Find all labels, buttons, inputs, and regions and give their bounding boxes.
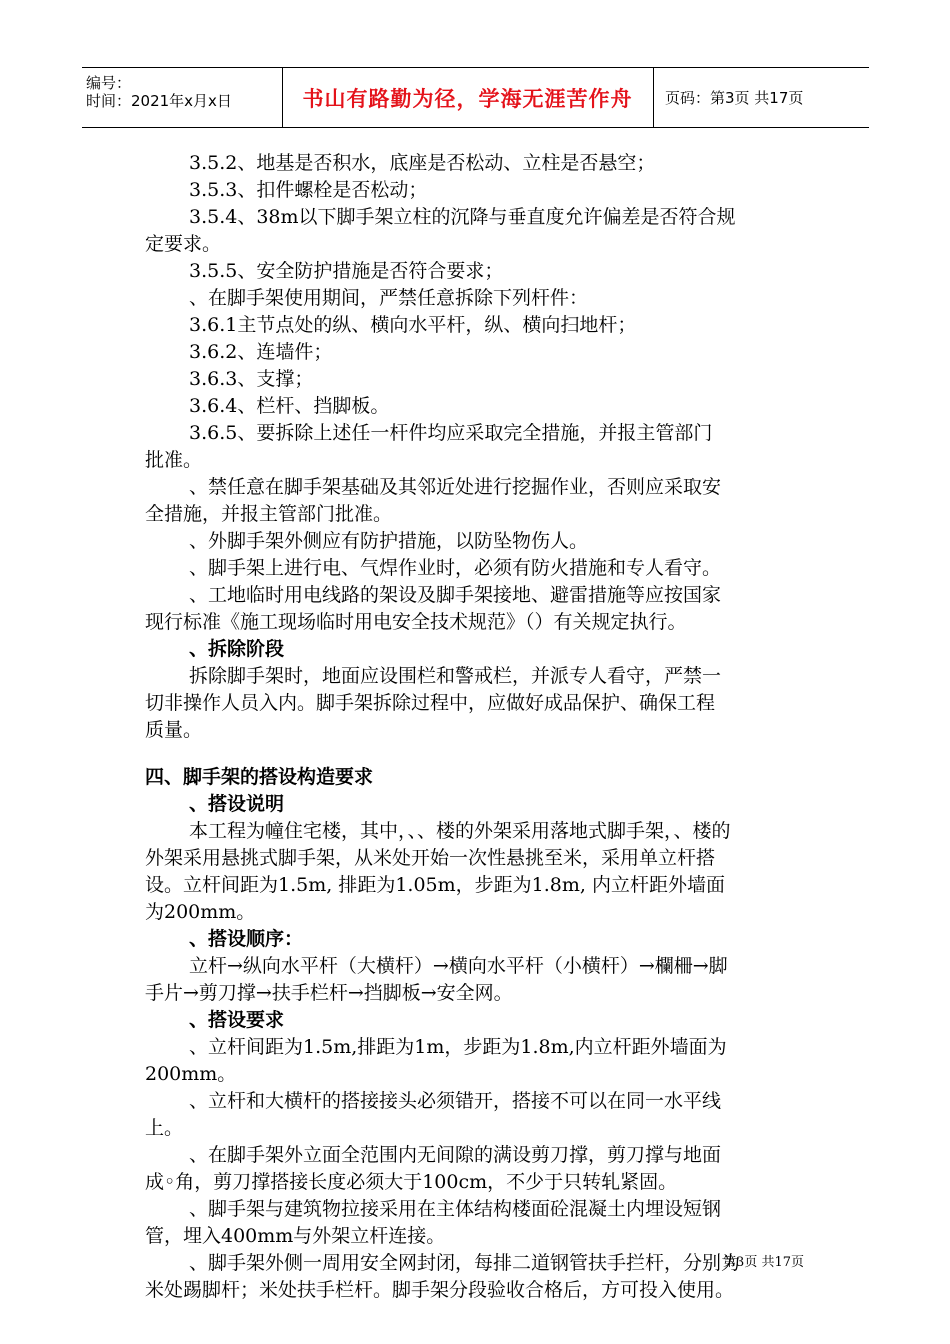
- body-line: 3.5.3、扣件螺栓是否松动；: [189, 179, 428, 201]
- body-line: 、禁任意在脚手架基础及其邻近处进行挖掘作业，否则应采取安: [189, 476, 722, 498]
- body-line: 上。: [145, 1117, 184, 1139]
- body-line: 定要求。: [145, 233, 222, 255]
- body-line: 质量。: [145, 719, 203, 741]
- body-line: 管，埋入400mm与外架立杆连接。: [145, 1225, 446, 1247]
- body-line: 、脚手架与建筑物拉接采用在主体结构楼面砼混凝土内埋设短钢: [189, 1198, 722, 1220]
- body-line: 外架采用悬挑式脚手架，从米处开始一次性悬挑至米，采用单立杆搭: [145, 847, 716, 869]
- body-line: 3.6.1主节点处的纵、横向水平杆，纵、横向扫地杆；: [189, 314, 637, 336]
- section-heading: 、拆除阶段: [189, 638, 285, 660]
- body-line: 为200mm。: [145, 901, 256, 923]
- document-body: [145, 150, 810, 1304]
- body-line: 设。立杆间距为1.5m, 排距为1.05m，步距为1.8m, 内立杆距外墙面: [145, 874, 725, 896]
- body-line: 、在脚手架使用期间，严禁任意拆除下列杆件：: [189, 287, 589, 309]
- body-line: 、脚手架上进行电、气焊作业时，必须有防火措施和专人看守。: [189, 557, 722, 579]
- page-header: [82, 67, 869, 128]
- body-line: 、外脚手架外侧应有防护措施，以防坠物伤人。: [189, 530, 589, 552]
- body-line: 米处踢脚杆；米处扶手栏杆。脚手架分段验收合格后，方可投入使用。: [145, 1279, 735, 1301]
- body-line: 3.6.5、要拆除上述任一杆件均应采取完全措施，并报主管部门: [189, 422, 713, 444]
- header-page-number: 页码：第3页 共17页: [665, 89, 804, 107]
- body-line: 、立杆和大横杆的搭接接头必须错开，搭接不可以在同一水平线: [189, 1090, 722, 1112]
- body-line: 3.5.4、38m以下脚手架立柱的沉降与垂直度允许偏差是否符合规: [189, 206, 736, 228]
- body-line: 、工地临时用电线路的架设及脚手架接地、避雷措施等应按国家: [189, 584, 722, 606]
- body-line: 3.6.4、栏杆、挡脚板。: [189, 395, 390, 417]
- header-page-cell: [653, 68, 869, 127]
- body-line: 、在脚手架外立面全范围内无间隙的满设剪刀撑，剪刀撑与地面: [189, 1144, 722, 1166]
- body-line: 3.6.3、支撑；: [189, 368, 314, 390]
- paragraph-gap: [145, 744, 810, 764]
- body-line: 成◦角，剪刀撑搭接长度必须大于100cm，不少于只转轧紧固。: [145, 1171, 678, 1193]
- body-line: 拆除脚手架时，地面应设围栏和警戒栏，并派专人看守，严禁一: [189, 665, 722, 687]
- body-line: 手片→剪刀撑→扶手栏杆→挡脚板→安全网。: [145, 982, 513, 1004]
- header-motto: 书山有路勤为径，学海无涯苦作舟: [302, 86, 633, 111]
- document-date-label: 时间：2021年x月x日: [86, 92, 232, 110]
- section-heading: 、搭设要求: [189, 1009, 285, 1031]
- body-line: 全措施，并报主管部门批准。: [145, 503, 393, 525]
- header-motto-cell: [282, 68, 654, 127]
- body-line: 、脚手架外侧一周用安全网封闭，每排二道钢管扶手拦杆，分别为: [189, 1252, 741, 1274]
- body-line: 3.5.2、地基是否积水，底座是否松动、立柱是否悬空；: [189, 152, 656, 174]
- body-line: 切非操作人员入内。脚手架拆除过程中，应做好成品保护、确保工程: [145, 692, 716, 714]
- footer-page-number: 第3页 共17页: [723, 1255, 804, 1270]
- chapter-heading: 四、脚手架的搭设构造要求: [145, 766, 374, 788]
- header-meta-cell: [82, 68, 283, 127]
- body-line: 批准。: [145, 449, 203, 471]
- body-line: 3.6.2、连墙件；: [189, 341, 333, 363]
- body-line: 立杆→纵向水平杆（大横杆）→横向水平杆（小横杆）→欄柵→脚: [189, 955, 728, 977]
- document-number-label: 编号：: [86, 74, 132, 92]
- section-heading: 、搭设说明: [189, 793, 285, 815]
- body-line: 本工程为幢住宅楼，其中，、、楼的外架采用落地式脚手架，、楼的: [189, 820, 731, 842]
- section-heading: 、搭设顺序：: [189, 928, 304, 950]
- body-line: 200mm。: [145, 1063, 237, 1085]
- body-line: 、立杆间距为1.5m,排距为1m，步距为1.8m,内立杆距外墙面为: [189, 1036, 727, 1058]
- body-line: 现行标准《施工现场临时用电安全技术规范》（）有关规定执行。: [145, 611, 687, 633]
- body-line: 3.5.5、安全防护措施是否符合要求；: [189, 260, 504, 282]
- page-footer: [723, 1251, 804, 1270]
